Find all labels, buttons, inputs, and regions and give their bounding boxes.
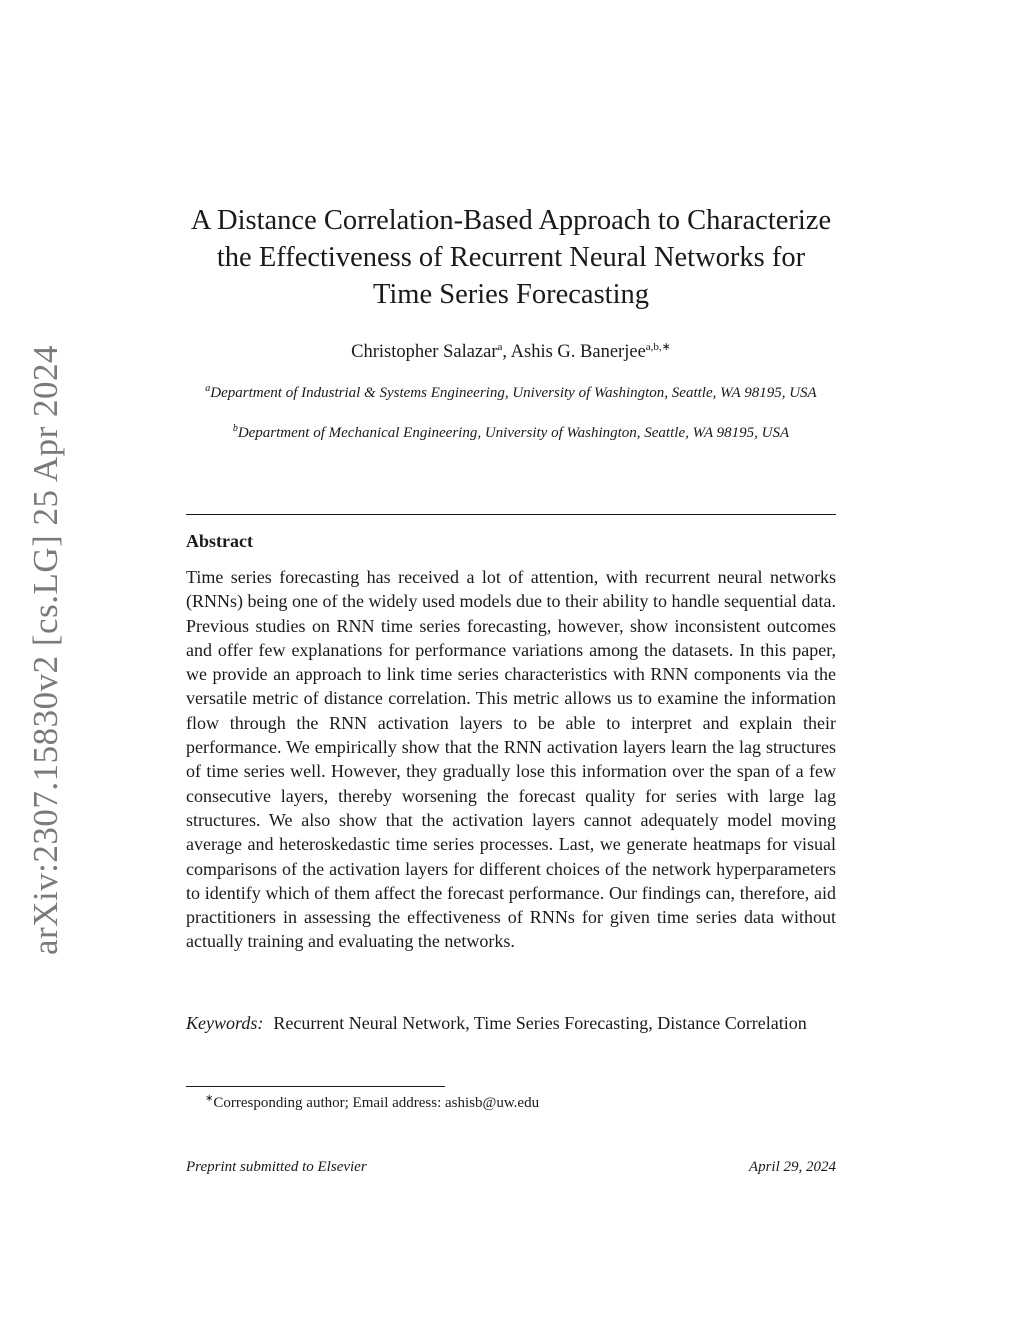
footnote-rule xyxy=(186,1086,445,1087)
paper-title xyxy=(170,202,852,313)
arxiv-identifier-stamp: arXiv:2307.15830v2 [cs.LG] 25 Apr 2024 xyxy=(26,344,65,956)
footer-date: April 29, 2024 xyxy=(748,1159,836,1175)
title-line: the Effectiveness of Recurrent Neural Networks for xyxy=(216,242,806,273)
affiliation-b xyxy=(186,419,836,443)
affiliation-mark: a xyxy=(205,383,211,394)
author-affiliation-mark: a,b,∗ xyxy=(645,341,671,353)
footnote-text: Corresponding author; Email address: ashisb@uw.edu xyxy=(213,1095,540,1111)
abstract-top-rule xyxy=(186,514,836,515)
affiliation-text: Department of Mechanical Engineering, University of Washington, Seattle, WA 98195, USA xyxy=(237,425,790,441)
author-separator: , xyxy=(502,342,511,363)
footnote-mark: ∗ xyxy=(205,1093,214,1104)
corresponding-author-footnote xyxy=(205,1093,539,1112)
keywords xyxy=(186,1011,836,1035)
author-list xyxy=(186,340,836,363)
preprint-notice: Preprint submitted to Elsevier xyxy=(186,1159,367,1175)
title-line: Time Series Forecasting xyxy=(372,279,649,310)
author-name: Ashis G. Banerjee xyxy=(510,342,646,363)
keywords-label: Keywords: xyxy=(186,1013,264,1033)
keywords-text: Recurrent Neural Network, Time Series Forecasting, Distance Correlation xyxy=(273,1013,807,1033)
affiliation-text: Department of Industrial & Systems Engineering, University of Washington, Seattle, WA 98195, USA xyxy=(210,385,817,401)
author-name: Christopher Salazar xyxy=(351,342,498,363)
abstract-text: Time series forecasting has received a lot of attention, with recurrent neural networks (RNNs) being one of the widely used models due to their ability to handle sequential data. Previous studies on RNN time series forecasting, however, show inconsistent outcomes and offer few explanations for performance variations among the datasets. In this paper, we provide an approach to link time series characteristics with RNN components via the versatile metric of distance correlation. This metric allows us to examine the information flow through the RNN activation layers to be able to interpret and explain their performance. We empirically show that the RNN activation layers learn the lag structures of time series well. However, they gradually lose this information over the span of a few consecutive layers, thereby worsening the forecast quality for series with large lag structures. We also show that the activation layers cannot adequately model moving average and heteroskedastic time series processes. Last, we generate heatmaps for visual comparisons of the activation layers for different choices of the network hyperparameters to identify which of them affect the forecast performance. Our findings can, therefore, aid practitioners in assessing the effectiveness of RNNs for given time series data without actually training and evaluating the networks. xyxy=(186,567,836,952)
abstract-heading: Abstract xyxy=(186,531,253,551)
title-line: A Distance Correlation-Based Approach to Characterize xyxy=(190,205,832,236)
author-affiliation-mark: a xyxy=(497,341,503,353)
affiliation-mark: b xyxy=(232,423,238,434)
affiliation-a xyxy=(186,379,836,403)
